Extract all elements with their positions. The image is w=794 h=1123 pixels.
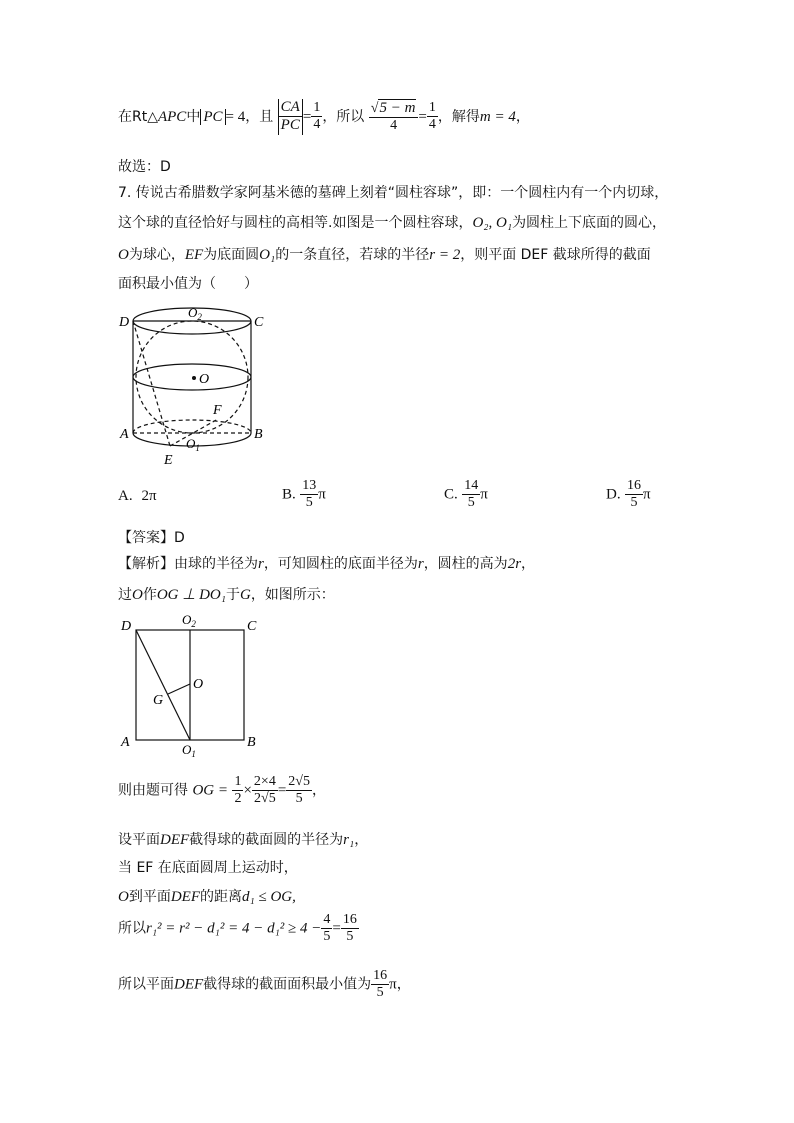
label-a2: A [121,735,130,750]
label-c: C [254,315,264,330]
calc-line-4: O到平面DEF的距离d₁ ≤ OG, [118,889,296,905]
segment-d-o1 [136,630,190,740]
answer: 【答案】D [118,530,185,546]
option-b[interactable]: B. $\frac{13}{5}$ π [282,478,326,511]
sphere-outline [136,321,248,433]
analysis-line-1: 【解析】由球的半径为r，可知圆柱的底面半径为r，圆柱的高为2r， [118,556,536,572]
label-o1-2: $O_1$ [182,742,196,757]
option-a[interactable]: A. 2π [118,488,157,504]
label-o-2: O [193,677,204,692]
calc-line-6: 所以平面DEF截得球的截面面积最小值为 $\frac{16}{5}$ π， [118,968,411,1001]
segment-og [168,684,190,694]
analysis-line-2: 过O作OG ⊥ DO₁于G，如图所示： [118,587,335,603]
label-f: F [213,403,222,418]
guxuan: 故选：D [118,159,171,175]
bottom-ellipse-back [133,420,251,433]
label-d2: D [121,619,132,634]
label-d: D [119,315,130,330]
label-o1: $O_1$ [186,436,200,453]
label-b: B [254,427,263,442]
cylinder-sphere-figure [115,298,275,473]
calc-line-3: 当 EF 在底面圆周上运动时， [118,860,298,876]
label-o2: $O_2$ [188,305,202,322]
middle-ellipse [133,364,251,390]
cross-section-figure [115,612,275,757]
calc-line-1: 则由题可得 OG = $\frac{1}{2}$ × $\frac{2\times 4}{2√5}$ = $\frac{2√5}{5}$ ， [118,774,326,807]
label-e: E [164,453,173,468]
q7-line-3: O为球心，EF为底面圆O₁的一条直径，若球的半径r = 2，则平面 DEF 截球所得的截面 [118,247,651,263]
label-o2-2: $O_2$ [182,612,196,629]
label-o: O [199,372,210,387]
calc-line-5: 所以r₁² = r² − d₁² = 4 − d₁² ≥ 4 − $\frac{4}{5}$ = $\frac{16}{5}$ [118,912,357,945]
q7-line-2: 这个球的直径恰好与圆柱的高相等.如图是一个圆柱容球，O₂, O₁为圆柱上下底面的圆心， [118,215,667,231]
q7-line-1: 7. 传说古希腊数学家阿基米德的墓碑上刻着“圆柱容球”，即：一个圆柱内有一个内切球， [118,185,669,201]
ca-over-pc: $\frac{CA}{PC}$ [278,99,303,135]
label-a: A [120,427,129,442]
label-b2: B [247,735,256,750]
label-g: G [153,693,164,708]
option-d[interactable]: D. $\frac{16}{5}$ π [606,478,651,511]
center-point-o [192,376,196,380]
option-c[interactable]: C. $\frac{14}{5}$ π [444,478,488,511]
calc-line-2: 设平面DEF截得球的截面圆的半径为r₁， [118,832,369,848]
label-c2: C [247,619,257,634]
line-1: 在Rt△APC中 PC = 4，且 $\frac{CA}{PC}$ = $\frac{1}{4}$ ，所以 $\frac{√5 - m}{4}$ = $\frac{1}{4}$ ，解得m = 4， [118,99,530,134]
sqrt-fraction: $\frac{√5 - m}{4}$ [369,100,419,134]
q7-line-4: 面积最小值为（ ） [118,276,258,292]
